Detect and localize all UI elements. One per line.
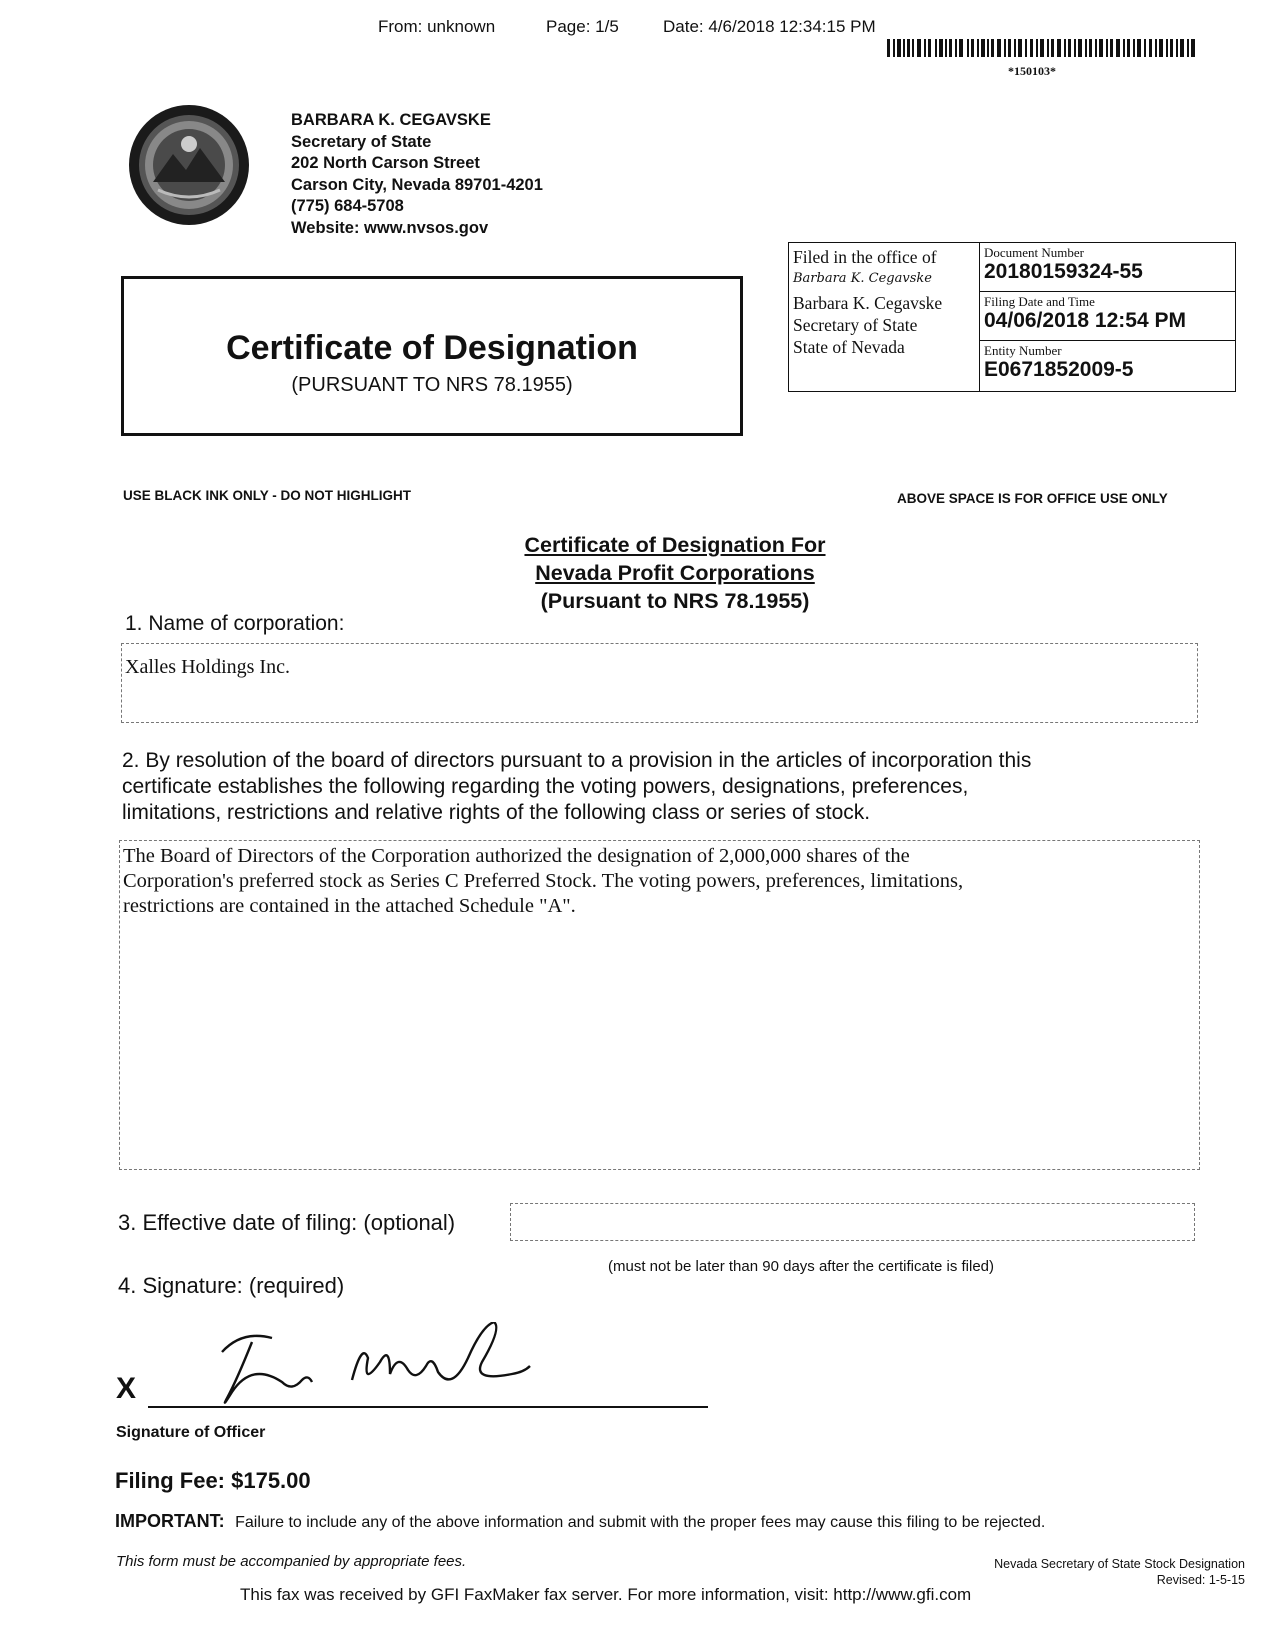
state-seal-icon [128,104,250,226]
footer-form-id [935,1556,1245,1588]
form-title-line2: Nevada Profit Corporations [535,561,815,585]
stock-designation-field[interactable] [119,840,1200,1170]
barcode-number: *150103* [1008,64,1056,78]
form-title-line3: (Pursuant to NRS 78.1955) [540,589,810,613]
fax-footer: This fax was received by GFI FaxMaker fax server. For more information, visit: http://www.gfi.com [240,1585,972,1604]
office-name: BARBARA K. CEGAVSKE [291,111,491,129]
designation-line3: restrictions are contained in the attached Schedule "A". [123,895,576,917]
fax-from: From: unknown [378,17,496,36]
certificate-subtitle: (PURSUANT TO NRS 78.1955) [291,374,573,396]
document-number-label: Document Number [984,245,1085,260]
office-address [291,110,543,239]
office-phone: (775) 684-5708 [291,197,404,215]
footer-form-name: Nevada Secretary of State Stock Designation [994,1557,1245,1571]
corporation-name-field[interactable] [121,643,1198,723]
important-label: IMPORTANT: [115,1511,225,1531]
filed-state: State of Nevada [793,337,905,357]
certificate-title: Certificate of Designation [226,329,638,367]
filed-signature: Barbara K. Cegavske [793,271,932,286]
corporation-name-label: 1. Name of corporation: [125,612,345,635]
designation-line2: Corporation's preferred stock as Series C Preferred Stock. The voting powers, preferences, limitations, [123,870,964,892]
entity-number-cell [980,341,1235,390]
document-number-cell [980,243,1235,292]
office-title: Secretary of State [291,132,432,151]
footer-revised: Revised: 1-5-15 [1156,1573,1245,1587]
form-title-line1: Certificate of Designation For [524,533,826,557]
important-notice [115,1511,1195,1532]
effective-date-label: 3. Effective date of filing: (optional) [118,1210,456,1235]
fax-date: Date: 4/6/2018 12:34:15 PM [663,17,876,36]
filed-line1: Filed in the office of [793,247,937,267]
office-city: Carson City, Nevada 89701-4201 [291,175,543,194]
barcode [887,39,1197,57]
office-use-notice: ABOVE SPACE IS FOR OFFICE USE ONLY [897,491,1168,506]
entity-number-value: E0671852009-5 [984,358,1134,381]
office-street: 202 North Carson Street [291,154,480,172]
filing-details [979,243,1235,391]
signature-line [148,1406,708,1408]
filing-date-value: 04/06/2018 12:54 PM [984,309,1186,332]
filed-title: Secretary of State [793,315,918,335]
filed-office-info [793,246,981,358]
form-title [490,531,860,615]
effective-date-field[interactable] [510,1203,1195,1241]
entity-number-label: Entity Number [984,343,1062,358]
corporation-name-value: Xalles Holdings Inc. [125,656,290,678]
filing-fee: Filing Fee: $175.00 [115,1468,311,1493]
resolution-line3: limitations, restrictions and relative rights of the following class or series of stock. [122,801,871,824]
signature-scribble [212,1322,532,1408]
filed-name: Barbara K. Cegavske [793,293,943,313]
document-number-value: 20180159324-55 [984,260,1143,283]
effective-date-note: (must not be later than 90 days after the certificate is filed) [608,1258,995,1275]
resolution-line2: certificate establishes the following regarding the voting powers, designations, preferences, [122,775,969,798]
important-text: Failure to include any of the above information and submit with the proper fees may cause this filing to be rejected. [235,1514,1046,1531]
resolution-instructions [122,748,1202,826]
fax-page: Page: 1/5 [546,17,619,36]
signature-caption: Signature of Officer [116,1424,266,1441]
stock-designation-text [120,841,1199,922]
signature-x-mark: X [116,1372,137,1405]
filing-date-cell [980,292,1235,341]
filing-date-label: Filing Date and Time [984,294,1095,309]
designation-line1: The Board of Directors of the Corporation authorized the designation of 2,000,000 shares of the [123,845,910,867]
officer-signature[interactable] [212,1322,532,1408]
ink-notice: USE BLACK INK ONLY - DO NOT HIGHLIGHT [123,488,412,503]
office-website: Website: www.nvsos.gov [291,218,489,237]
resolution-line1: 2. By resolution of the board of directors pursuant to a provision in the articles of incorporation this [122,749,1032,772]
certificate-title-box [121,276,743,436]
signature-label: 4. Signature: (required) [118,1273,345,1298]
footer-fees-note: This form must be accompanied by appropriate fees. [116,1553,467,1570]
filing-stamp-box [788,242,1236,392]
